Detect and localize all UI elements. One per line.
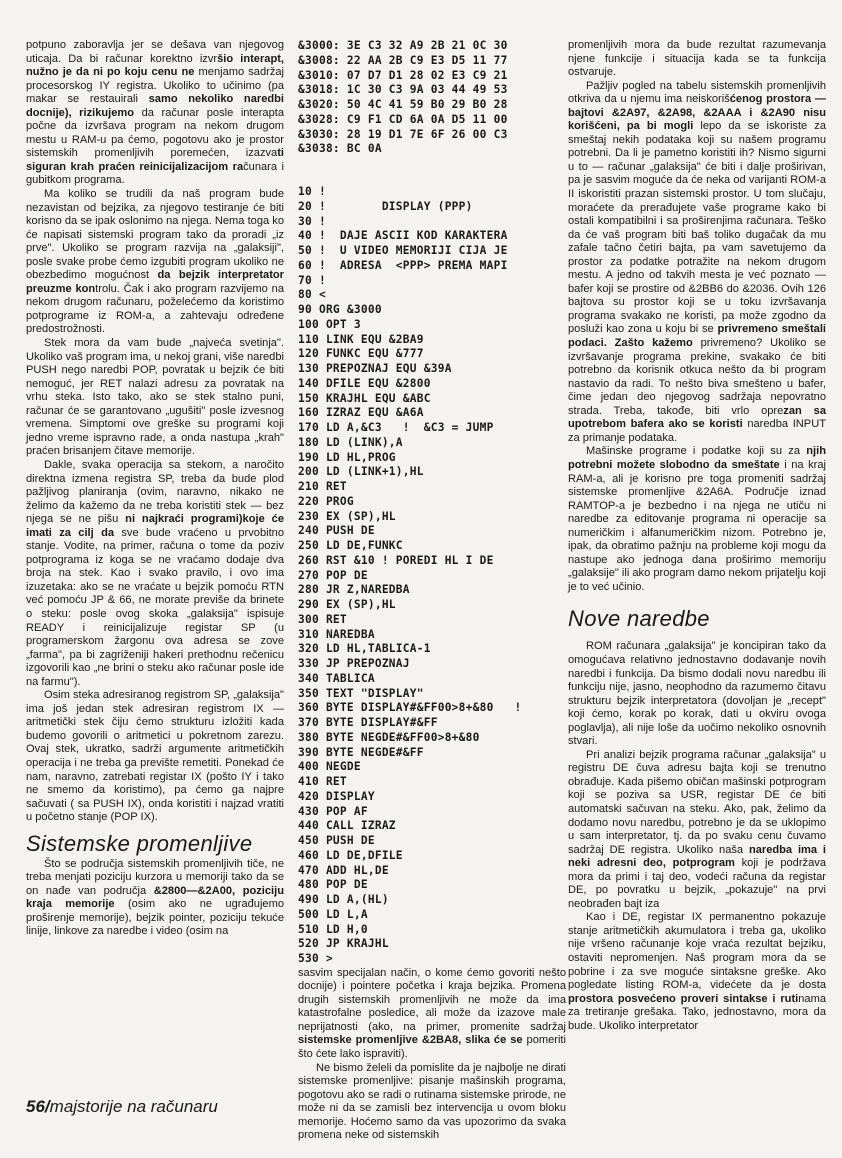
paragraph [26, 337, 284, 459]
code-line: 350 TEXT "DISPLAY" [298, 686, 424, 700]
text-run: Mašinske programe i podatke koji su za [586, 445, 807, 458]
code-line: 270 POP DE [298, 568, 368, 582]
bold-text: da bejzik interpretator preuzme kon [26, 269, 284, 295]
paragraph [26, 459, 284, 689]
bold-text: privremeno smeštali podaci. Zašto kažemo [568, 323, 826, 350]
bold-text: &2800—&2A00, poziciju kraja memorije [26, 884, 284, 911]
paragraph [26, 858, 284, 939]
column-left [26, 39, 284, 939]
hex-dump-line: &3018: 1C 30 C3 9A 03 44 49 53 [298, 83, 508, 97]
text-run: Kao i DE, registar IX permanentno pokazuje stanje aritmetičkih akumulatora i treba ga, ukoliko nije vršeno računanje koje vraća rezultat bejziku, ostaviti nepromenjen. Naš program mora da se pobrine i za sve moguće sintaksne greške. Ako pogledate listing ROM-a, videćete da je dosta [568, 911, 826, 992]
code-line: 230 EX (SP),HL [298, 509, 396, 523]
code-line: 370 BYTE DISPLAY#&FF [298, 716, 438, 729]
code-line: 430 POP AF [298, 804, 368, 818]
text-run: čunara i gubitkom programa. [26, 160, 284, 187]
code-line: 30 ! [298, 214, 326, 228]
code-line: 210 RET [298, 480, 347, 493]
code-line: 290 EX (SP),HL [298, 598, 396, 611]
text-run: (osim ako ne ugrađujemo proširenje memorije), bejzik pointer, poziciju tekuće linije, linkove za naredbe i video (osim na [26, 898, 284, 938]
code-line: 10 ! [298, 185, 326, 198]
column-middle [298, 39, 566, 1143]
bold-text: prostora posvećeno proveri sintakse i ruti [568, 992, 799, 1005]
code-line: 20 ! DISPLAY (PPP) [298, 199, 473, 213]
bold-text: zan sa upotrebom bafera ako se koristi [568, 404, 826, 431]
article-text-middle [298, 967, 566, 1143]
code-line: 50 ! U VIDEO MEMORIJI CIJA JE [298, 244, 508, 257]
code-line: 320 LD HL,TABLICA-1 [298, 642, 431, 656]
footer-separator: / [44, 1097, 50, 1116]
text-run: privremeno? Ukoliko se izvršavanje programa prekine, svakako će biti potrebno da korisnik otkuca nešto da bi program nastavio da radi. To nešto biva smešteno u bafer, čime jedan deo njegovog sadržaja nepovratno strada. Treba, takođe, biti vrlo opre [568, 337, 826, 417]
text-run: i na kraj RAM-a, ali je korisno pre toga promeniti sadržaj sistemske promenljive &2A6A. Područje iznad RAMTOP-a je bezbedno i na njega ne utiču ni naredbe za editovanje programa ni operacije sa numeričkim i alfanumeričkim nizom. Potrebno je, ipak, da obratimo pažnju na probleme koji mogu da nastupe ako jednoga dana proširimo memoriju „galaksije" ili ako program damo nekom prijatelju koji je to već učinio. [568, 458, 826, 593]
code-line: 450 PUSH DE [298, 834, 375, 847]
hex-dump-line: &3030: 28 19 D1 7E 6F 26 00 C3 [298, 127, 508, 141]
text-run: pomeriti što ćete lako ispraviti). [298, 1034, 566, 1061]
text-run: potpuno zaboravlja jer se dešava van njegovog uticaja. Da bi računar korektno izvr [26, 39, 284, 65]
code-line: 240 PUSH DE [298, 524, 375, 538]
code-line: 490 LD A,(HL) [298, 893, 389, 906]
text-run: menjamo sadržaj procesorskog IY registra. Ukoliko to učinimo (pa makar se restauirali [26, 66, 284, 106]
paragraph [568, 911, 826, 1033]
bold-text: šio interapt, nužno je da ni po koju cenu ne [26, 52, 285, 79]
bold-text: ti siguran krah praćen reinicijalizacijom ra [26, 147, 284, 173]
paragraph [568, 39, 826, 80]
text-run: Pažljiv pogled na tabelu sistemskih promenljivih otkriva da u njemu ima neiskoriš [568, 79, 826, 106]
section-heading: Sistemske promenljive [26, 830, 253, 856]
code-line: 280 JR Z,NAREDBA [298, 583, 410, 597]
code-line: 440 CALL IZRAZ [298, 819, 396, 833]
text-run: nama za tretiranje grešaka. Tako, jednostavno, mora da bude. Ukoliko interpretator [568, 992, 826, 1032]
code-line: 70 ! [298, 273, 326, 287]
code-line: 420 DISPLAY [298, 789, 375, 803]
page-footer [26, 1097, 218, 1117]
code-line: 190 LD HL,PROG [298, 450, 396, 464]
hex-dump-line: &3008: 22 AA 2B C9 E3 D5 11 77 [298, 53, 508, 67]
text-run: koji je podržava mora da primi i taj deo, vodeći računa da registar DE, po povratku u bejzik, „pokazuje" na prvi neobrađen bajt iza [568, 857, 826, 910]
code-line: 170 LD A,&C3 ! &C3 = JUMP [298, 421, 494, 434]
code-line: 460 LD DE,DFILE [298, 848, 403, 862]
text-run: Dakle, svaka operacija sa stekom, a naročito direktna izmena registra SP, treba da bude plod pažljivog planiranja (ovim, naravno, nikako ne želimo da kažemo da ne treba koristiti stek — bez njega se ne pišu [26, 458, 284, 526]
code-line: 40 ! DAJE ASCII KOD KARAKTERA [298, 229, 508, 243]
code-line: 90 ORG &3000 [298, 303, 382, 316]
section-heading: Nove naredbe [568, 606, 710, 632]
text-run: Stek mora da vam bude „najveća svetinja". Ukoliko vaš program ima, u nekoj grani, više naredbi PUSH nego naredbi POP, povratak u bejzik će biti nemoguć, jer RET nalazi adresu za povratak na vrhu steka. Isto tako, ako se stek stalno puni, računar će se garantovano „ugušiti" posle izvesnog vremena. Simptomi ove greške su programi koji jedno vreme ispravno rade, a onda nastupa „krah" praćen brisanjem čitave memorije. [26, 337, 284, 458]
hex-dump [298, 39, 566, 157]
code-line: 300 RET [298, 612, 347, 626]
hex-dump-line: &3020: 50 4C 41 59 B0 29 B0 28 [298, 98, 508, 111]
code-line: 60 ! ADRESA <PPP> PREMA MAPI [298, 258, 508, 272]
paragraph [568, 445, 826, 594]
code-line: 160 IZRAZ EQU &A6A [298, 406, 424, 420]
code-line: 150 KRAJHL EQU &ABC [298, 391, 431, 405]
code-line: 140 DFILE EQU &2800 [298, 376, 431, 390]
paragraph [568, 749, 826, 912]
code-line: 310 NAREDBA [298, 627, 375, 641]
text-run: Pri analizi bejzik programa računar „galaksija" u registru DE čuva adresu bajta koji se trenutno obrađuje. Kada pišemo običan mašinski potprogram koji se poziva sa USR, registar DE će biti automatski sačuvan na steku. Ako, pak, želimo da dodamo novu naredbu, potrebno je da se uklopimo u sam interpretator, tj. da po svaku cenu čuvamo sadržaj DE registra. Ukoliko naša [568, 748, 826, 856]
code-line: 120 FUNKC EQU &777 [298, 347, 424, 361]
code-line: 250 LD DE,FUNKC [298, 539, 403, 552]
text-run: promenljivih mora da bude rezultat razumevanja njene funkcije i situacija kada se ta funkcija ostvaruje. [568, 39, 826, 79]
bold-text: njih potrebni možete slobodno da smeštate [568, 445, 826, 471]
hex-dump-line: &3010: 07 D7 D1 28 02 E3 C9 21 [298, 68, 508, 82]
code-line: 260 RST &10 ! POREDI HL I DE [298, 553, 494, 567]
paragraph [298, 1062, 566, 1143]
code-line: 380 BYTE NEGDE#&FF00>8+&80 [298, 730, 480, 744]
article-text-left [26, 39, 284, 939]
paragraph [26, 689, 284, 824]
code-line: 520 JP KRAJHL [298, 937, 389, 951]
code-line: 200 LD (LINK+1),HL [298, 465, 424, 479]
bold-text: naredba ima i neki adresni deo, potprogram [568, 843, 826, 870]
code-line: 180 LD (LINK),A [298, 435, 403, 449]
code-line: 220 PROG [298, 494, 354, 508]
code-line: 100 OPT 3 [298, 317, 361, 331]
code-line: 470 ADD HL,DE [298, 863, 389, 877]
text-run: lepo da se iskoriste za smeštaj nekih podataka koji su našem programu potrebni. Da li je pametno koristiti ih? Nismo sigurni u to — računar „galaksija" će biti i dalje proširivan, pa je sasvim moguće da će neka od varijanti ROM-a II iskoristiti prazan sistemski prostor. U tom slučaju, moraćete da prerađujete vaše programe kako bi ostali kompatibilni i sa proširenjima računara. Teško da će vaš program biti baš toliko dugačak da mu zafale tačno četiri bajta, pa vam savetujemo da prostor za podatke potražite na nekom drugom mestu. A jedno od takvih mesta je već poznato — bafer koji se prostire od &2BB6 do &2036. Ovih 126 bajtova su prostor koji se u toku izvršavanja programa svakako ne koristi, pa može zgodno da posluži kao zona u koju bi se [568, 120, 826, 336]
bold-text: ćenog prostora — bajtovi &2A97, &2A98, &2AAA i &2A90 nisu korišćeni, pa bi mogli [568, 93, 826, 133]
code-line: 510 LD H,0 [298, 922, 368, 936]
code-line: 390 BYTE NEGDE#&FF [298, 745, 424, 759]
code-line: 410 RET [298, 775, 347, 788]
column-right [568, 39, 826, 1033]
hex-dump-line: &3038: BC 0A [298, 142, 382, 156]
code-line: 360 BYTE DISPLAY#&FF00>8+&80 ! [298, 701, 522, 715]
text-run: naredba INPUT za primanje podataka. [568, 418, 826, 444]
code-line: 400 NEGDE [298, 760, 361, 774]
publication-title: majstorije na računaru [49, 1097, 218, 1116]
bold-text: ni najkraći programi)koje će imati za cilj da [26, 513, 284, 539]
hex-dump-line: &3000: 3E C3 32 A9 2B 21 0C 30 [298, 39, 508, 52]
text-run: trolu. Čak i ako program razvijemo na nekom drugom računaru, poželećemo da koristimo potprograme iz ROM-a, a zahtevaju određene predostrožnosti. [26, 282, 284, 336]
code-line: 110 LINK EQU &2BA9 [298, 332, 424, 346]
assembly-listing [298, 185, 566, 967]
text-run: Osim steka adresiranog registrom SP, „galaksija" ima još jedan stek adresiran registrom IX — aritmetički stek čiju ćemo strukturu izložiti kada budemo govorili o aritmetici u pokretnom zarezu. Ovaj stek, ukratko, sadrži argumente aritmetičkih operacija i ne treba ga prevište remetiti. Ponekad će nam, naravno, zatrebati registar IX (pošto IY i tako ne smemo da koristimo), pa ćemo ga najpre sačuvati ( sa PUSH IX), onda koristiti i najzad vratiti u početno stanje (POP IX). [26, 689, 284, 824]
hex-dump-line: &3028: C9 F1 CD 6A 0A D5 11 00 [298, 112, 508, 126]
text-run: Ma koliko se trudili da naš program bude nezavistan od bejzika, za njegovo testiranje će biti korisno da se ipak oslonimo na njega. Nema toga ko će napisati sistemski program tako da proradi „iz prve". Ukoliko se program razvija na „galaksiji", posle svake probe ćemo izgubiti program ukoliko ne obezbedimo mogućnost [26, 188, 284, 282]
bold-text: sistemske promenljive &2BA8, slika će se [298, 1034, 523, 1047]
code-line: 80 < [298, 288, 326, 302]
code-line: 130 PREPOZNAJ EQU &39A [298, 362, 452, 375]
paragraph [26, 39, 284, 188]
code-line: 340 TABLICA [298, 671, 375, 685]
paragraph [298, 967, 566, 1062]
code-line: 530 > [298, 952, 333, 965]
bold-text: samo nekoliko naredbi docnije), rizikujemo [26, 93, 284, 119]
code-line: 480 POP DE [298, 878, 368, 892]
paragraph [568, 640, 826, 748]
code-line: 500 LD L,A [298, 907, 368, 921]
text-run: Što se područja sistemskih promenljivih tiče, ne treba menjati poziciju kurzora u memoriji tako da se on nađe van područja [26, 857, 284, 897]
code-line: 330 JP PREPOZNAJ [298, 657, 410, 670]
text-run: sasvim specijalan način, o kome ćemo govoriti nešto docnije) i pointere početka i kraja bejzika. Promena drugih sistemskih promenljivih ne može da ima katastrofalne posledice, ali može da izazove male neprijatnosti (ako, na primer, promenite sadržaj [298, 966, 566, 1033]
text-run: ROM računara „galaksija" je koncipiran tako da omogućava relativno jednostavno dodavanje novih naredbi i funkcija. Da bismo dodali novu naredbu ili funkciju nije, jasno, neophodno da razumemo čitavu strukturu bejzik interpretatora (dovoljan je „recept" koji ćemo, korak po korak, dati u okviru ovoga poglavlja), ali nije loše da uočimo nekoliko osnovnih stvari. [568, 640, 826, 748]
text-run: Ne bismo želeli da pomislite da je najbolje ne dirati sistemske promenljive: pisanje mašinskih programa, pogotovu ako se radi o rutinama sistemske prirode, ne može ni da se zamisli bez intervencija u ovom bloku memorije. Hoćemo samo da vas upozorimo da svaka promena neke od sistemskih [298, 1061, 566, 1142]
page-number: 56 [26, 1097, 45, 1116]
text-run: sve bude vraćeno u prvobitno stanje. Vodite, na primer, računa o tome da poziv potprograma iz koga se ne vraćamo dodaje dva broja na stek. Kao i svako pravilo, i ovo ima izuzetaka: ako se ne vraćate u bejzik pomoću RTN već pomoću JP & 66, ne morate previše da brinete o steku: posle ovog skoka „galaksija" ispisuje READY i reinicijalizuje registar SP (u programerskom žargonu ova adresa se zove „farma", pa bi zagriženiji hakeri prethodnu rečenicu izgovorili kao „ne brini o steku ako računar posle ide na farmu"). [26, 526, 284, 688]
text-run: da računar posle interapta počne da izvršava program na nekom drugom mestu u RAM-u pa ćemo, pogotovu ako je prostor sistemskih promenljivih poremećen, izazva [26, 106, 285, 160]
paragraph [568, 80, 826, 446]
paragraph [26, 188, 284, 337]
article-text-right [568, 39, 826, 1033]
